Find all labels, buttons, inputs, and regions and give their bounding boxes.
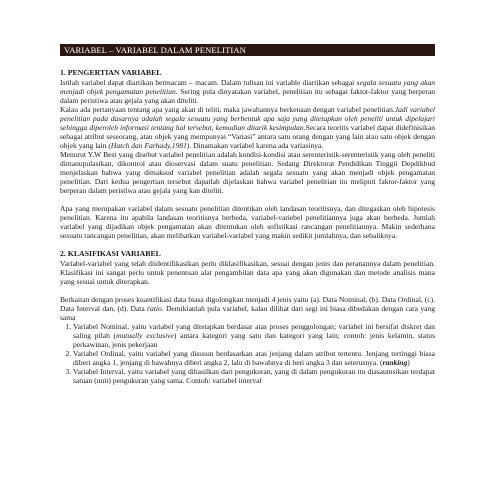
text-run: Berkaitan dengan proses kuantifikasi data biasa digolongkan menjadi 4 jenis yaitu (a). Data Nominal, (b). Data Ordinal, (c). Data Interval dan, (d). Data: [60, 295, 435, 314]
document-body: [60, 68, 435, 386]
paragraph: Variabel-variabel yang telah diidentifikasikan perlu diklasifikasikan, sesuai dengan jenis dan peranannya dalam penelitian. Klasifikasi ini sangat perlu untuk penentuan alat pengambilan data apa yang akan digunakan dan metode analisis mana yang sesuai untuk diterapkan.: [60, 258, 435, 286]
paragraph: [60, 105, 435, 150]
paragraph: [60, 78, 435, 105]
page-title: VARIABEL – VARIABEL DALAM PENELITIAN: [60, 44, 435, 56]
text-run: Kalau ada pertanyaan tentang apa yang akan di teliti, maka jawabannya berkenaan dengan variabel penelitian.: [60, 104, 395, 114]
text-run: Istilah variabel dapat diartikan bermacam – macam. Dalam tulisan ini variable diartikan sebagai: [60, 77, 357, 87]
paragraph: [60, 295, 435, 322]
text-run-italic: Jadi variabel penelitian pada dasarnya adalah segala sesuatu yang berbentuk apa saja yang ditetapkan oleh peneliti untuk dipelajari sehingga diperoleh informasi tentang hal tersebut, kemudian ditarik kesimpulan.: [60, 104, 435, 132]
numbered-list: [60, 322, 435, 385]
text-run: Secara teoritis variabel dapat didefinisikan sebagai atribut seseorang, atau objek yang mempunyai “Variasi” antara satu orang dengan yang lain atau satu objek dengan objek yang lain: [60, 122, 435, 150]
paragraph: Apa yang merupakan variabel dalam sesuatu penelitian ditentikan oleh landasan teoritisnya, dan ditegaskan oleh hipotesis penelitian. Karena itu apabila landasan teoritisnya berbeda, variabel-variebel penelitiannya juga akan berbeda. Jumlah variabel yang dijadikan objek pengamatan akan ditentukan oleh sofistikasi rancangan penelitiannya. Makin sederhana sesuatu rancangan penelitian, akan melibatkan variabel-variabel yang makin sedikit jumlahnya, dan sebaliknya.: [60, 204, 435, 241]
list-item: 3. Variabel Interval, yaitu variabel yang dihasilkan dari pengukuran, yang di dalam pengukuran itu diasaumsikan terdapat satuan (unit) pengukuran yang sama. Contoh: variabel interval: [73, 367, 435, 385]
section-heading-pengertian: 1. PENGERTIAN VARIABEL: [60, 68, 162, 77]
text-run: . Dinamakan variabel karena ada variasinya.: [189, 140, 324, 150]
section-heading-klasifikasi: 2. KLASIFIKASI VARIABEL: [60, 249, 161, 259]
text-run-italic: segala sesuatu yang akan menjadi objek pengamatan penelitian.: [60, 77, 435, 96]
citation: (Hatch dan Farhady,1981): [108, 140, 190, 150]
list-item: 1. Variabel Nominal, yaitu variabel yang ditetapkan berdasar atas proses penggolongan; variabel ini bersifat diskret dan saling pilah (mutually exclusive) antara kategori yang satu dan kategori yang lain; contoh: jenis kelamin, status perkawinan, jenis pekerjaan: [73, 322, 435, 349]
text-run-italic: ratio.: [147, 304, 164, 314]
list-item: 2. Variabel Ordinal, yaitu variabel yang disusun berdasarkan atas jenjang dalam atribut tertentu. Jenjang tertinggi biasa diberi angka 1, jenjang di bawahnya diberi angka 2, lalu di bawahnya di beri angka 3 dan seterusnya. (ranking): [73, 349, 435, 367]
text-run: Demikianlah pula variabel, kalau dilihat dari segi ini biasa dibedakan dengan cara yang sama: [60, 304, 435, 323]
text-run: Sering pula dinyatakan variabel, penelitian itu sebagai faktor-faktor yang berperan dalam peristiwa atau gejala yang akan diteliti.: [60, 86, 435, 105]
paragraph: Menurut Y.W Best yang disebut variabel penelitian adalah kondisi-kondisi atau serenteristik-serenteristik yang oleh peneliti dimanupulasikan, dikontrol atau dioservasi dalam suatu penelitian. Sedang Direktorat Pendidikan Tinggii Depdikbud menjelaskan bahwa yang dimaksud variabel penelitian adalah segala sesuatu yang akan menjadi objek pengamatan penelitian. Dari kedua pengertian tersebut dapatlah dijelaskan bahwa variabel penelitian itu meliputi faktor-faktor yang berperan dalam peristiwa atau gejala yang kan diteliti.: [60, 149, 435, 196]
